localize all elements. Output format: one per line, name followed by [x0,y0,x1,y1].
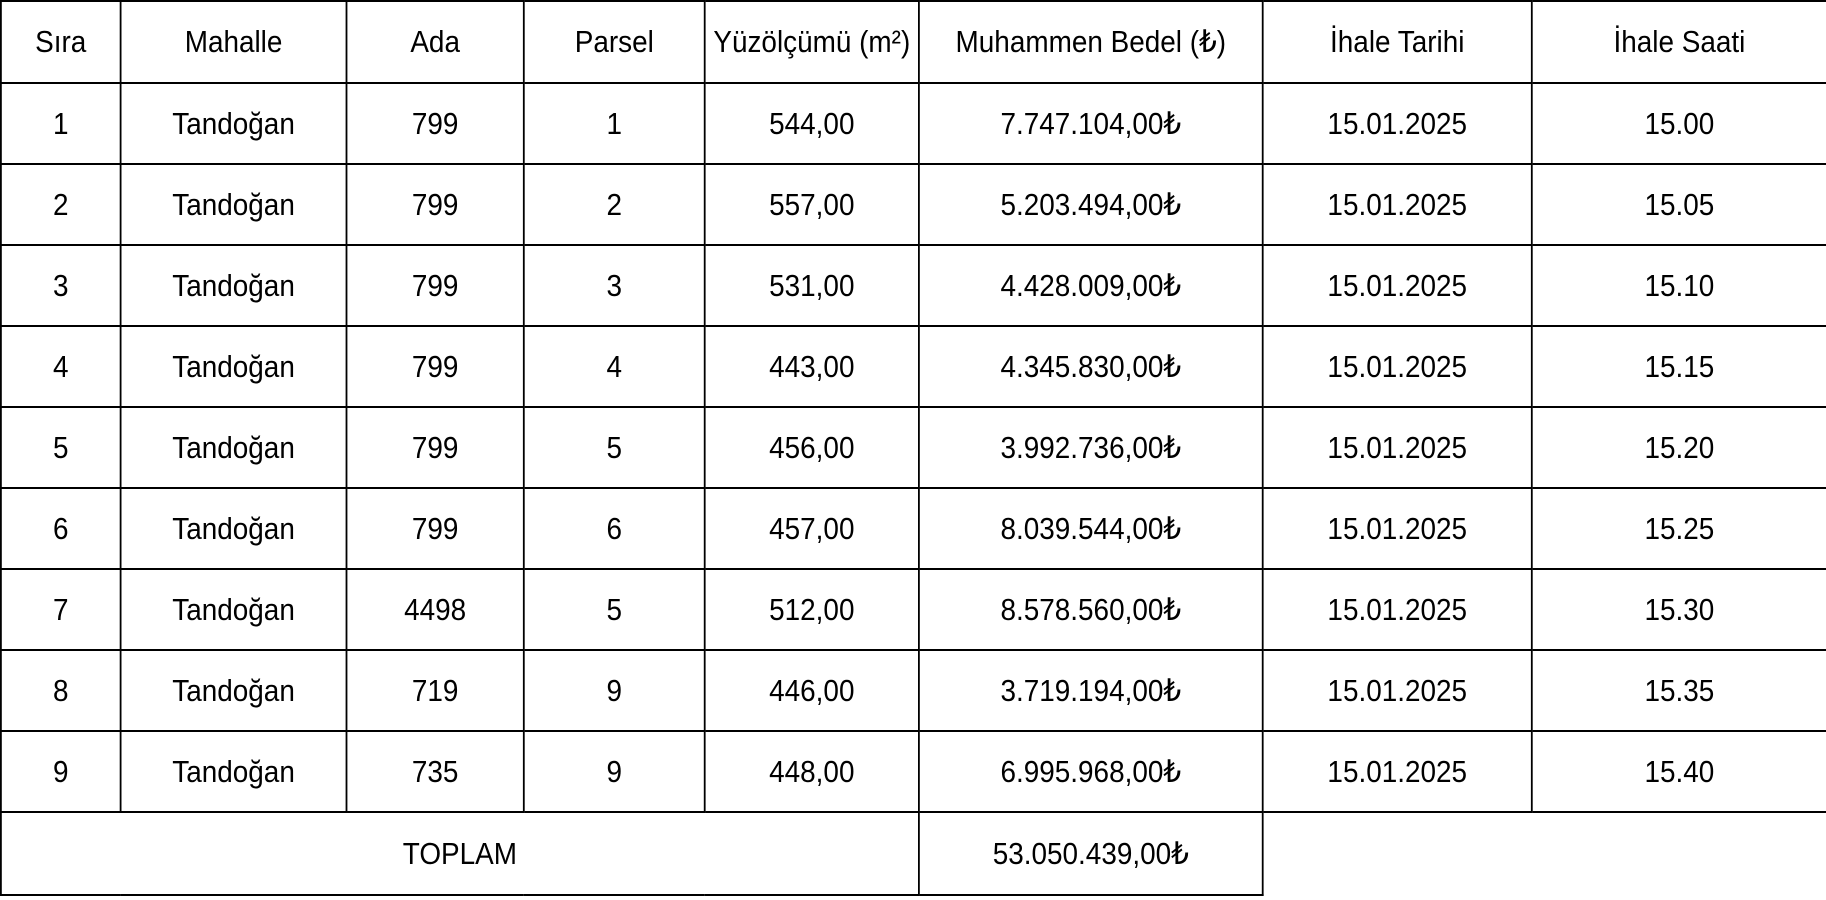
cell-yuzolcumu: 531,00 [705,245,919,326]
cell-muhammen-bedel: 8.578.560,00₺ [919,569,1263,650]
cell-mahalle: Tandoğan [121,650,347,731]
cell-parsel: 5 [524,407,705,488]
cell-mahalle: Tandoğan [121,731,347,812]
cell-ihale-saati: 15.20 [1532,407,1826,488]
cell-sira: 9 [1,731,121,812]
header-row [1,1,1826,83]
cell-parsel: 9 [524,731,705,812]
cell-yuzolcumu: 512,00 [705,569,919,650]
header-cell-parsel: Parsel [524,1,705,83]
table-body [1,83,1826,895]
cell-ada: 719 [347,650,524,731]
header-cell-mahalle: Mahalle [121,1,347,83]
cell-ihale-tarihi: 15.01.2025 [1263,407,1532,488]
cell-muhammen-bedel: 6.995.968,00₺ [919,731,1263,812]
header-cell-ihale-tarihi: İhale Tarihi [1263,1,1532,83]
table-row [1,569,1826,650]
cell-yuzolcumu: 457,00 [705,488,919,569]
table-row [1,83,1826,164]
table-row [1,245,1826,326]
cell-mahalle: Tandoğan [121,164,347,245]
total-label: TOPLAM [1,812,919,895]
cell-ada: 799 [347,407,524,488]
cell-ada: 799 [347,83,524,164]
cell-yuzolcumu: 544,00 [705,83,919,164]
cell-ihale-tarihi: 15.01.2025 [1263,245,1532,326]
cell-mahalle: Tandoğan [121,569,347,650]
cell-mahalle: Tandoğan [121,83,347,164]
cell-ihale-saati: 15.30 [1532,569,1826,650]
cell-muhammen-bedel: 5.203.494,00₺ [919,164,1263,245]
cell-sira: 7 [1,569,121,650]
table-row [1,488,1826,569]
cell-parsel: 4 [524,326,705,407]
header-cell-sira: Sıra [1,1,121,83]
table-row [1,407,1826,488]
cell-sira: 4 [1,326,121,407]
table-row [1,731,1826,812]
cell-parsel: 2 [524,164,705,245]
cell-sira: 5 [1,407,121,488]
cell-ihale-tarihi: 15.01.2025 [1263,650,1532,731]
cell-parsel: 6 [524,488,705,569]
cell-ada: 4498 [347,569,524,650]
table-row [1,326,1826,407]
cell-ihale-saati: 15.35 [1532,650,1826,731]
table-row [1,164,1826,245]
cell-sira: 3 [1,245,121,326]
cell-muhammen-bedel: 8.039.544,00₺ [919,488,1263,569]
cell-ada: 799 [347,245,524,326]
cell-muhammen-bedel: 7.747.104,00₺ [919,83,1263,164]
cell-ada: 799 [347,326,524,407]
cell-ada: 799 [347,488,524,569]
header-cell-ada: Ada [347,1,524,83]
cell-mahalle: Tandoğan [121,245,347,326]
cell-parsel: 3 [524,245,705,326]
cell-yuzolcumu: 448,00 [705,731,919,812]
header-cell-ihale-saati: İhale Saati [1532,1,1826,83]
cell-ihale-saati: 15.25 [1532,488,1826,569]
cell-ihale-saati: 15.05 [1532,164,1826,245]
header-cell-muhammen-bedel: Muhammen Bedel (₺) [919,1,1263,83]
cell-ihale-tarihi: 15.01.2025 [1263,569,1532,650]
cell-ada: 735 [347,731,524,812]
cell-yuzolcumu: 456,00 [705,407,919,488]
cell-sira: 6 [1,488,121,569]
cell-yuzolcumu: 443,00 [705,326,919,407]
cell-yuzolcumu: 557,00 [705,164,919,245]
cell-ada: 799 [347,164,524,245]
header-cell-yuzolcumu: Yüzölçümü (m²) [705,1,919,83]
cell-ihale-saati: 15.00 [1532,83,1826,164]
cell-ihale-saati: 15.15 [1532,326,1826,407]
cell-ihale-tarihi: 15.01.2025 [1263,488,1532,569]
cell-parsel: 9 [524,650,705,731]
cell-ihale-tarihi: 15.01.2025 [1263,731,1532,812]
cell-sira: 1 [1,83,121,164]
cell-muhammen-bedel: 4.428.009,00₺ [919,245,1263,326]
cell-mahalle: Tandoğan [121,488,347,569]
cell-parsel: 5 [524,569,705,650]
cell-muhammen-bedel: 3.719.194,00₺ [919,650,1263,731]
cell-muhammen-bedel: 4.345.830,00₺ [919,326,1263,407]
cell-yuzolcumu: 446,00 [705,650,919,731]
cell-parsel: 1 [524,83,705,164]
cell-sira: 2 [1,164,121,245]
cell-mahalle: Tandoğan [121,326,347,407]
cell-ihale-tarihi: 15.01.2025 [1263,326,1532,407]
cell-ihale-tarihi: 15.01.2025 [1263,83,1532,164]
total-row [1,812,1826,895]
table-row [1,650,1826,731]
cell-ihale-tarihi: 15.01.2025 [1263,164,1532,245]
cell-ihale-saati: 15.10 [1532,245,1826,326]
total-empty-space [1263,812,1826,895]
cell-sira: 8 [1,650,121,731]
cell-mahalle: Tandoğan [121,407,347,488]
cell-ihale-saati: 15.40 [1532,731,1826,812]
total-value: 53.050.439,00₺ [919,812,1263,895]
cell-muhammen-bedel: 3.992.736,00₺ [919,407,1263,488]
